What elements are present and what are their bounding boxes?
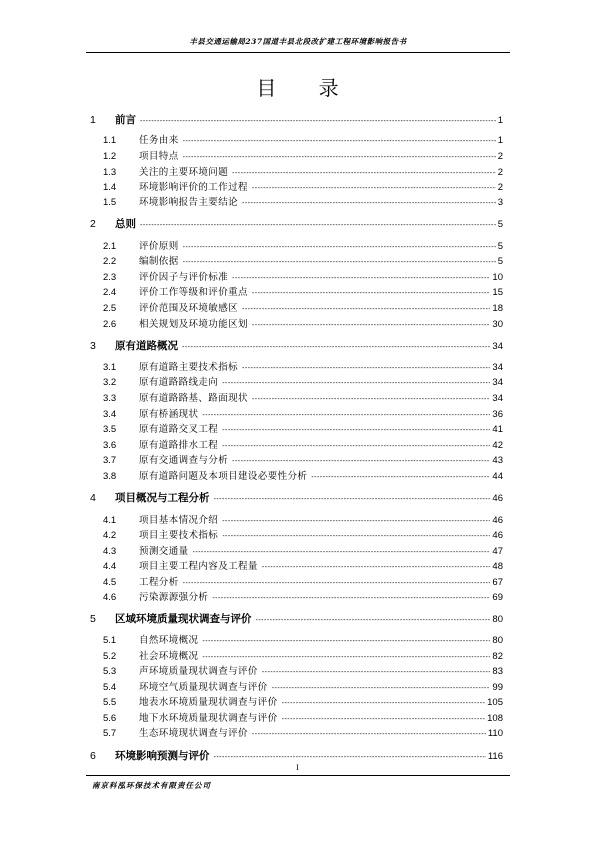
- toc-entry-number: 3.6: [103, 440, 117, 451]
- toc-section-entry[interactable]: [103, 512, 503, 526]
- toc-leader-dashes: [252, 185, 496, 192]
- toc-entry-number: 3.5: [103, 424, 117, 435]
- toc-title: 目 录: [256, 76, 357, 100]
- toc-leader-dashes: [232, 275, 490, 282]
- toc-entry-page: 46: [492, 515, 503, 526]
- toc-entry-number: 5.7: [103, 728, 117, 739]
- toc-entry-number: 2.3: [103, 272, 117, 283]
- page-header: 丰县交通运输局237国道丰县北段改扩建工程环境影响报告书: [189, 37, 407, 46]
- toc-section-entry[interactable]: [103, 468, 503, 482]
- toc-entry-page: 34: [492, 377, 503, 388]
- toc-entry-page: 3: [497, 197, 503, 208]
- toc-section-entry[interactable]: [103, 238, 503, 252]
- toc-leader-dashes: [212, 595, 490, 602]
- toc-entry-page: 15: [492, 287, 503, 298]
- toc-entry-number: 5.5: [103, 697, 117, 708]
- toc-entry-title: 环境影响评价的工作过程: [139, 182, 248, 193]
- toc-entry-number: 2.6: [103, 319, 117, 330]
- toc-entry-number: 2.2: [103, 256, 117, 267]
- toc-entry-title: 评价原则: [139, 241, 179, 252]
- toc-entry-title: 项目概况与工程分析: [115, 492, 210, 504]
- toc-entry-title: 工程分析: [139, 577, 179, 588]
- toc-leader-dashes: [282, 700, 486, 707]
- toc-leader-dashes: [202, 654, 490, 661]
- toc-entry-title: 任务由来: [139, 135, 179, 146]
- toc-section-entry[interactable]: [103, 558, 503, 572]
- toc-chapter-entry[interactable]: [90, 611, 503, 626]
- toc-leader-dashes: [140, 118, 496, 125]
- toc-entry-number: 1: [90, 114, 96, 126]
- toc-entry-title: 原有桥涵现状: [139, 409, 199, 420]
- toc-leader-dashes: [214, 754, 486, 761]
- toc-section-entry[interactable]: [103, 194, 503, 208]
- toc-entry-title: 原有道路路基、路面现状: [139, 393, 248, 404]
- toc-entry-page: 18: [492, 303, 503, 314]
- toc-chapter-entry[interactable]: [90, 112, 503, 127]
- toc-entry-number: 1.1: [103, 135, 117, 146]
- toc-entry-title: 环境影响预测与评价: [115, 750, 210, 762]
- toc-entry-title: 社会环境概况: [139, 651, 199, 662]
- toc-chapter-entry[interactable]: [90, 216, 503, 231]
- toc-entry-title: 项目主要技术指标: [139, 530, 219, 541]
- toc-section-entry[interactable]: [103, 284, 503, 298]
- toc-entry-title: 编制依据: [139, 256, 179, 267]
- toc-entry-title: 评价范围及环境敏感区: [139, 303, 239, 314]
- toc-section-entry[interactable]: [103, 694, 503, 708]
- toc-entry-title: 项目主要工程内容及工程量: [139, 561, 258, 572]
- toc-entry-page: 80: [492, 614, 503, 625]
- toc-entry-number: 3.8: [103, 471, 117, 482]
- toc-leader-dashes: [182, 344, 490, 351]
- toc-entry-title: 区域环境质量现状调查与评价: [115, 613, 252, 625]
- toc-entry-page: 36: [492, 409, 503, 420]
- toc-entry-page: 44: [492, 471, 503, 482]
- toc-leader-dashes: [183, 259, 496, 266]
- toc-entry-title: 评价因子与评价标准: [139, 272, 229, 283]
- toc-entry-page: 67: [492, 577, 503, 588]
- toc-entry-number: 4.2: [103, 530, 117, 541]
- toc-entry-number: 5.1: [103, 635, 117, 646]
- toc-entry-title: 声环境质量现状调查与评价: [139, 666, 258, 677]
- toc-section-entry[interactable]: [103, 632, 503, 646]
- toc-entry-number: 2.5: [103, 303, 117, 314]
- toc-entry-page: 99: [492, 682, 503, 693]
- toc-leader-dashes: [262, 564, 491, 571]
- toc-leader-dashes: [183, 154, 496, 161]
- toc-entry-number: 5.3: [103, 666, 117, 677]
- toc-entry-page: 5: [497, 256, 503, 267]
- toc-entry-number: 5: [90, 613, 96, 625]
- toc-entry-title: 原有道路交叉工程: [139, 424, 219, 435]
- toc-leader-dashes: [282, 716, 486, 723]
- toc-entry-number: 1.4: [103, 182, 117, 193]
- toc-leader-dashes: [232, 458, 490, 465]
- toc-entry-number: 1.3: [103, 167, 117, 178]
- toc-leader-dashes: [222, 380, 490, 387]
- toc-entry-page: 34: [492, 362, 503, 373]
- toc-section-entry[interactable]: [103, 574, 503, 588]
- toc-entry-number: 4.4: [103, 561, 117, 572]
- toc-entry-page: 110: [487, 728, 503, 739]
- toc-entry-number: 2.1: [103, 241, 117, 252]
- toc-section-entry[interactable]: [103, 132, 503, 146]
- toc-entry-page: 108: [487, 713, 503, 724]
- toc-leader-dashes: [242, 365, 490, 372]
- toc-entry-page: 1: [497, 115, 503, 126]
- toc-leader-dashes: [140, 222, 496, 229]
- toc-leader-dashes: [252, 322, 491, 329]
- toc-section-entry[interactable]: [103, 710, 503, 724]
- toc-section-entry[interactable]: [103, 390, 503, 404]
- toc-chapter-entry[interactable]: [90, 748, 503, 763]
- toc-leader-dashes: [222, 533, 490, 540]
- toc-leader-dashes: [232, 170, 496, 177]
- toc-entry-title: 前言: [115, 114, 136, 126]
- toc-entry-page: 48: [492, 561, 503, 572]
- toc-leader-dashes: [252, 396, 491, 403]
- toc-entry-title: 评价工作等级和评价重点: [139, 287, 248, 298]
- toc-entry-title: 原有道路概况: [115, 340, 178, 352]
- toc-section-entry[interactable]: [103, 164, 503, 178]
- toc-entry-title: 原有道路问题及本项目建设必要性分析: [139, 471, 308, 482]
- toc-entry-page: 34: [492, 393, 503, 404]
- toc-leader-dashes: [311, 474, 490, 481]
- toc-section-entry[interactable]: [103, 589, 503, 603]
- toc-section-entry[interactable]: [103, 663, 503, 677]
- toc-section-entry[interactable]: [103, 359, 503, 373]
- toc-entry-title: 环境影响报告主要结论: [139, 197, 239, 208]
- toc-entry-page: 5: [497, 219, 503, 230]
- toc-section-entry[interactable]: [103, 527, 503, 541]
- toc-entry-title: 总则: [115, 218, 136, 230]
- toc-leader-dashes: [222, 518, 490, 525]
- toc-entry-number: 3.2: [103, 377, 117, 388]
- toc-entry-page: 5: [497, 241, 503, 252]
- toc-section-entry[interactable]: [103, 300, 503, 314]
- toc-entry-page: 30: [492, 319, 503, 330]
- toc-entry-number: 4.5: [103, 577, 117, 588]
- toc-section-entry[interactable]: [103, 421, 503, 435]
- toc-entry-page: 105: [487, 697, 503, 708]
- toc-leader-dashes: [214, 496, 491, 503]
- toc-section-entry[interactable]: [103, 406, 503, 420]
- toc-entry-page: 46: [492, 530, 503, 541]
- toc-entry-page: 69: [492, 592, 503, 603]
- toc-entry-number: 3.4: [103, 409, 117, 420]
- toc-entry-page: 2: [497, 182, 503, 193]
- toc-leader-dashes: [183, 580, 491, 587]
- toc-leader-dashes: [183, 244, 496, 251]
- toc-entry-page: 2: [497, 167, 503, 178]
- toc-section-entry[interactable]: [103, 179, 503, 193]
- toc-leader-dashes: [222, 427, 490, 434]
- toc-leader-dashes: [256, 617, 491, 624]
- toc-entry-title: 地表水环境质量现状调查与评价: [139, 697, 278, 708]
- toc-entry-page: 41: [492, 424, 503, 435]
- toc-section-entry[interactable]: [103, 148, 503, 162]
- toc-section-entry[interactable]: [103, 725, 503, 739]
- toc-entry-page: 42: [492, 440, 503, 451]
- toc-entry-number: 5.4: [103, 682, 117, 693]
- toc-leader-dashes: [252, 731, 486, 738]
- toc-leader-dashes: [202, 638, 490, 645]
- toc-leader-dashes: [242, 306, 490, 313]
- toc-entry-number: 1.2: [103, 151, 117, 162]
- toc-section-entry[interactable]: [103, 316, 503, 330]
- toc-entry-title: 项目特点: [139, 151, 179, 162]
- toc-entry-number: 4.1: [103, 515, 117, 526]
- toc-section-entry[interactable]: [103, 452, 503, 466]
- toc-section-entry[interactable]: [103, 437, 503, 451]
- toc-entry-number: 3: [90, 340, 96, 352]
- header-rule: [86, 52, 510, 53]
- toc-entry-number: 4.3: [103, 546, 117, 557]
- toc-section-entry[interactable]: [103, 253, 503, 267]
- toc-leader-dashes: [222, 443, 490, 450]
- toc-entry-page: 2: [497, 151, 503, 162]
- toc-entry-number: 6: [90, 750, 96, 762]
- toc-entry-number: 3.3: [103, 393, 117, 404]
- toc-entry-number: 2: [90, 218, 96, 230]
- toc-entry-title: 地下水环境质量现状调查与评价: [139, 713, 278, 724]
- toc-entry-title: 原有交通调查与分析: [139, 455, 229, 466]
- toc-entry-number: 5.2: [103, 651, 117, 662]
- toc-entry-title: 生态环境现状调查与评价: [139, 728, 248, 739]
- toc-entry-number: 2.4: [103, 287, 117, 298]
- toc-section-entry[interactable]: [103, 543, 503, 557]
- toc-entry-title: 原有道路主要技术指标: [139, 362, 239, 373]
- toc-entry-number: 5.6: [103, 713, 117, 724]
- toc-leader-dashes: [262, 669, 491, 676]
- toc-leader-dashes: [183, 138, 496, 145]
- toc-entry-title: 污染源源强分析: [139, 592, 209, 603]
- toc-entry-title: 相关规划及环境功能区划: [139, 319, 248, 330]
- toc-entry-page: 116: [487, 751, 503, 762]
- toc-entry-page: 34: [492, 341, 503, 352]
- toc-entry-title: 预测交通量: [139, 546, 189, 557]
- toc-entry-number: 3.1: [103, 362, 117, 373]
- footer-rule: [86, 775, 510, 776]
- page-footer: 南京科泓环保技术有限责任公司: [92, 781, 211, 790]
- toc-entry-title: 关注的主要环境问题: [139, 167, 229, 178]
- toc-entry-page: 47: [492, 546, 503, 557]
- toc-leader-dashes: [242, 200, 496, 207]
- toc-entry-title: 原有道路路线走向: [139, 377, 219, 388]
- toc-entry-page: 80: [492, 635, 503, 646]
- toc-leader-dashes: [252, 290, 491, 297]
- toc-entry-page: 46: [492, 493, 503, 504]
- toc-entry-page: 10: [492, 272, 503, 283]
- toc-entry-title: 自然环境概况: [139, 635, 199, 646]
- toc-entry-number: 4.6: [103, 592, 117, 603]
- toc-section-entry[interactable]: [103, 679, 503, 693]
- toc-leader-dashes: [193, 549, 491, 556]
- toc-section-entry[interactable]: [103, 374, 503, 388]
- toc-entry-number: 4: [90, 492, 96, 504]
- toc-leader-dashes: [202, 412, 490, 419]
- toc-entry-number: 3.7: [103, 455, 117, 466]
- toc-leader-dashes: [272, 685, 491, 692]
- page-number: I: [296, 763, 299, 772]
- toc-section-entry[interactable]: [103, 648, 503, 662]
- toc-chapter-entry[interactable]: [90, 338, 503, 353]
- toc-entry-page: 82: [492, 651, 503, 662]
- toc-entry-page: 43: [492, 455, 503, 466]
- toc-chapter-entry[interactable]: [90, 490, 503, 505]
- toc-entry-page: 1: [497, 135, 503, 146]
- toc-entry-title: 原有道路排水工程: [139, 440, 219, 451]
- toc-entry-number: 1.5: [103, 197, 117, 208]
- toc-section-entry[interactable]: [103, 269, 503, 283]
- toc-entry-title: 环境空气质量现状调查与评价: [139, 682, 268, 693]
- toc-entry-page: 83: [492, 666, 503, 677]
- toc-entry-title: 项目基本情况介绍: [139, 515, 219, 526]
